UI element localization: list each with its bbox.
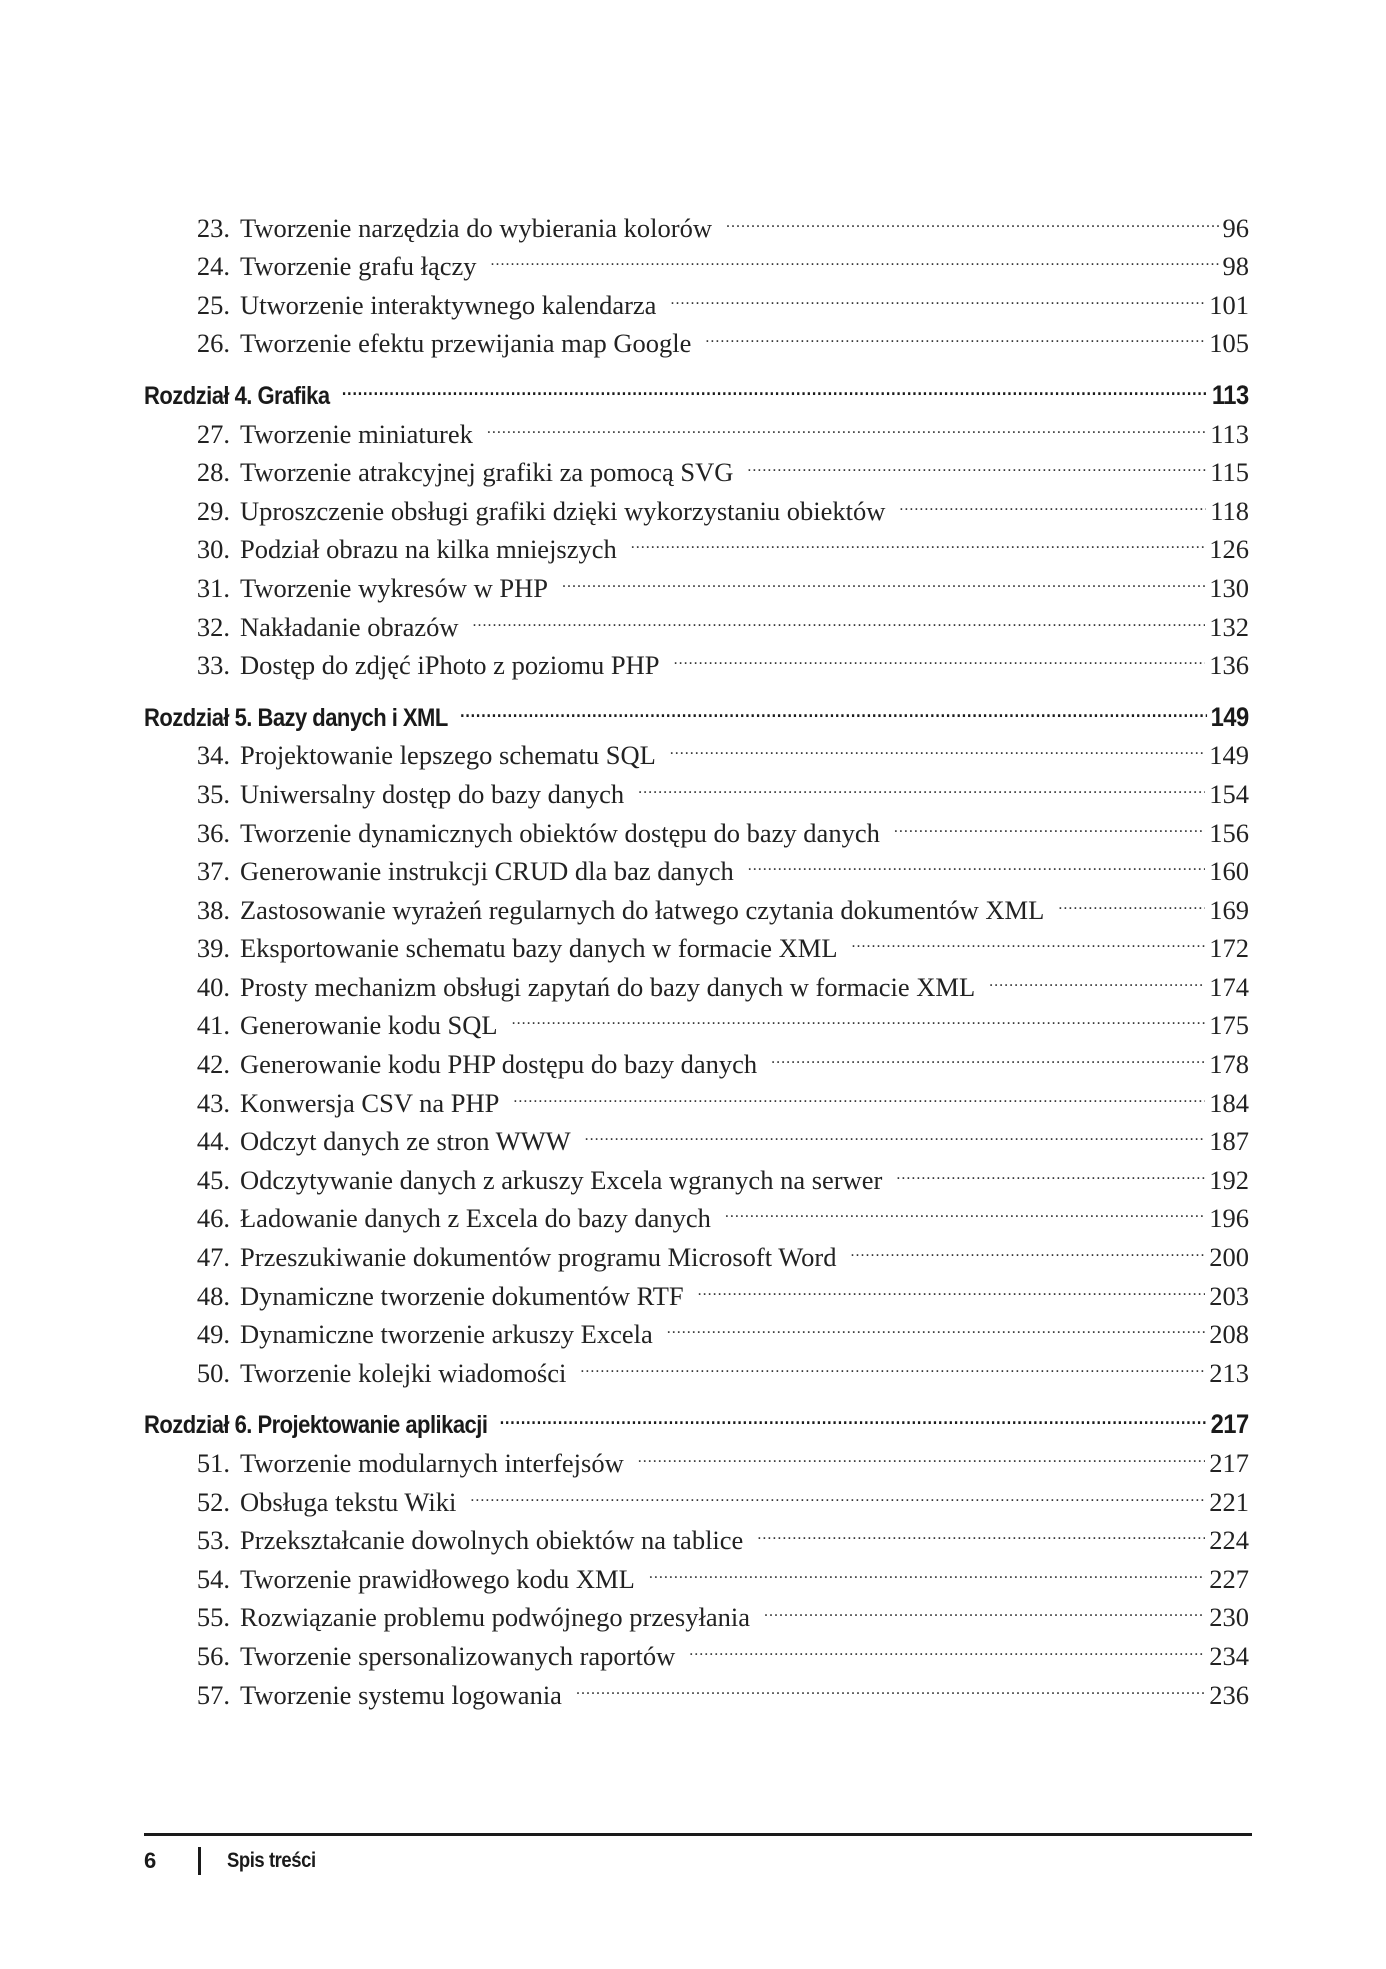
entry-number: 38. — [196, 894, 230, 925]
entry-title: Tworzenie grafu łączy — [240, 251, 477, 282]
entry-number: 33. — [196, 650, 230, 681]
entry-page-number: 217 — [1209, 1448, 1249, 1478]
footer-section-label: Spis treści — [227, 1849, 316, 1872]
entry-page-number: 98 — [1222, 251, 1249, 282]
entry-page-number: 126 — [1209, 534, 1249, 565]
entry-number: 51. — [196, 1448, 230, 1478]
entry-title: Tworzenie modularnych interfejsów — [240, 1448, 624, 1478]
entry-title: Tworzenie atrakcyjnej grafiki za pomocą SVG — [240, 457, 734, 488]
entry-title: Zastosowanie wyrażeń regularnych do łatwego czytania dokumentów XML — [240, 894, 1045, 925]
entry-number: 45. — [196, 1164, 230, 1195]
entry-number: 30. — [196, 534, 230, 565]
dot-leader — [726, 198, 1219, 237]
entry-page-number: 149 — [1209, 740, 1249, 771]
chapter-title: Rozdział 4. Grafika — [144, 381, 330, 410]
entry-number: 53. — [196, 1525, 230, 1556]
chapter-page-number: 113 — [1211, 379, 1249, 410]
toc-entry[interactable] — [144, 198, 1249, 243]
entry-page-number: 118 — [1210, 495, 1249, 526]
footer-rule — [144, 1833, 1252, 1836]
entry-page-number: 172 — [1209, 933, 1249, 964]
entry-page-number: 234 — [1209, 1640, 1249, 1671]
entry-title: Generowanie kodu SQL — [240, 1010, 498, 1041]
entry-page-number: 224 — [1209, 1525, 1249, 1556]
entry-number: 52. — [196, 1486, 230, 1517]
chapter-page-number: 149 — [1210, 701, 1249, 732]
dot-leader — [670, 275, 1205, 314]
toc-chapter-heading[interactable] — [144, 365, 1249, 410]
entry-number: 27. — [196, 418, 230, 449]
entry-page-number: 156 — [1209, 817, 1249, 848]
dot-leader — [757, 1511, 1205, 1550]
entry-title: Nakładanie obrazów — [240, 611, 459, 642]
page-footer — [144, 1846, 328, 1876]
entry-title: Tworzenie wykresów w PHP — [240, 572, 548, 603]
entry-page-number: 96 — [1222, 212, 1249, 243]
entry-page-number: 160 — [1209, 856, 1249, 887]
dot-leader — [896, 1150, 1205, 1189]
entry-number: 56. — [196, 1640, 230, 1671]
entry-number: 49. — [196, 1319, 230, 1350]
dot-leader — [670, 726, 1205, 765]
entry-title: Generowanie kodu PHP dostępu do bazy danych — [240, 1049, 758, 1080]
entry-number: 36. — [196, 817, 230, 848]
entry-number: 24. — [196, 251, 230, 282]
dot-leader — [748, 842, 1205, 881]
entry-title: Przekształcanie dowolnych obiektów na tablice — [240, 1525, 744, 1556]
entry-title: Dostęp do zdjęć iPhoto z poziomu PHP — [240, 650, 660, 681]
toc-chapter-heading[interactable] — [144, 1395, 1249, 1440]
entry-title: Ładowanie danych z Excela do bazy danych — [240, 1203, 711, 1234]
entry-number: 55. — [196, 1602, 230, 1633]
dot-leader — [470, 1472, 1205, 1511]
dot-leader — [580, 1343, 1205, 1382]
dot-leader — [491, 237, 1219, 276]
entry-page-number: 213 — [1209, 1357, 1249, 1388]
entry-page-number: 132 — [1209, 611, 1249, 642]
entry-number: 50. — [196, 1357, 230, 1388]
entry-title: Projektowanie lepszego schematu SQL — [240, 740, 656, 771]
entry-number: 31. — [196, 572, 230, 603]
entry-number: 40. — [196, 971, 230, 1002]
entry-title: Generowanie instrukcji CRUD dla baz danych — [240, 856, 734, 887]
entry-number: 39. — [196, 933, 230, 964]
entry-number: 54. — [196, 1563, 230, 1594]
dot-leader — [513, 1073, 1205, 1112]
entry-page-number: 184 — [1209, 1087, 1249, 1118]
entry-title: Prosty mechanizm obsługi zapytań do bazy danych w formacie XML — [240, 971, 976, 1002]
chapter-title: Rozdział 5. Bazy danych i XML — [144, 703, 448, 732]
entry-number: 25. — [196, 289, 230, 320]
dot-leader — [576, 1665, 1205, 1704]
entry-page-number: 227 — [1209, 1563, 1249, 1594]
entry-page-number: 196 — [1209, 1203, 1249, 1234]
dot-leader — [638, 764, 1205, 803]
entry-title: Dynamiczne tworzenie dokumentów RTF — [240, 1280, 684, 1311]
entry-title: Uproszczenie obsługi grafiki dzięki wykorzystaniu obiektów — [240, 495, 886, 526]
entry-title: Tworzenie narzędzia do wybierania kolorów — [240, 212, 712, 243]
dot-leader — [764, 1588, 1205, 1627]
entry-page-number: 169 — [1209, 894, 1249, 925]
entry-title: Tworzenie dynamicznych obiektów dostępu do bazy danych — [240, 817, 880, 848]
entry-number: 26. — [196, 328, 230, 359]
entry-number: 35. — [196, 778, 230, 809]
chapter-page-number: 217 — [1210, 1409, 1249, 1440]
entry-page-number: 236 — [1209, 1679, 1249, 1710]
entry-page-number: 230 — [1209, 1602, 1249, 1633]
entry-number: 57. — [196, 1679, 230, 1710]
entry-page-number: 178 — [1209, 1049, 1249, 1080]
dot-leader — [689, 1626, 1205, 1665]
chapter-title: Rozdział 6. Projektowanie aplikacji — [144, 1411, 488, 1440]
dot-leader — [649, 1549, 1205, 1588]
entry-title: Uniwersalny dostęp do bazy danych — [240, 778, 625, 809]
entry-number: 28. — [196, 457, 230, 488]
entry-number: 46. — [196, 1203, 230, 1234]
entry-page-number: 175 — [1209, 1010, 1249, 1041]
dot-leader — [1058, 880, 1205, 919]
entry-number: 43. — [196, 1087, 230, 1118]
entry-page-number: 101 — [1209, 289, 1249, 320]
entry-page-number: 221 — [1209, 1486, 1249, 1517]
dot-leader — [705, 314, 1205, 353]
entry-title: Tworzenie systemu logowania — [240, 1679, 562, 1710]
dot-leader — [342, 365, 1208, 404]
entry-title: Eksportowanie schematu bazy danych w formacie XML — [240, 933, 838, 964]
dot-leader — [500, 1395, 1207, 1434]
entry-page-number: 130 — [1209, 572, 1249, 603]
dot-leader — [667, 1305, 1205, 1344]
dot-leader — [460, 687, 1207, 726]
entry-number: 23. — [196, 212, 230, 243]
entry-number: 37. — [196, 856, 230, 887]
dot-leader — [850, 1227, 1205, 1266]
entry-page-number: 105 — [1209, 328, 1249, 359]
entry-title: Odczyt danych ze stron WWW — [240, 1126, 571, 1157]
entry-page-number: 136 — [1209, 650, 1249, 681]
entry-title: Tworzenie spersonalizowanych raportów — [240, 1640, 676, 1671]
footer-separator — [198, 1847, 201, 1875]
entry-number: 48. — [196, 1280, 230, 1311]
dot-leader — [894, 803, 1205, 842]
toc-chapter-heading[interactable] — [144, 687, 1249, 732]
dot-leader — [487, 404, 1206, 443]
entry-number: 44. — [196, 1126, 230, 1157]
dot-leader — [989, 957, 1205, 996]
entry-page-number: 154 — [1209, 778, 1249, 809]
entry-number: 34. — [196, 740, 230, 771]
entry-title: Rozwiązanie problemu podwójnego przesyłania — [240, 1602, 750, 1633]
entry-page-number: 203 — [1209, 1280, 1249, 1311]
dot-leader — [771, 1034, 1205, 1073]
entry-page-number: 187 — [1209, 1126, 1249, 1157]
dot-leader — [747, 443, 1206, 482]
dot-leader — [899, 481, 1206, 520]
entry-page-number: 208 — [1209, 1319, 1249, 1350]
entry-title: Podział obrazu na kilka mniejszych — [240, 534, 617, 565]
entry-page-number: 113 — [1210, 418, 1249, 449]
dot-leader — [585, 1112, 1206, 1151]
dot-leader — [638, 1433, 1206, 1472]
dot-leader — [631, 520, 1205, 559]
entry-page-number: 192 — [1209, 1164, 1249, 1195]
entry-title: Tworzenie miniaturek — [240, 418, 473, 449]
entry-page-number: 174 — [1209, 971, 1249, 1002]
footer-page-number: 6 — [144, 1848, 157, 1873]
entry-number: 32. — [196, 611, 230, 642]
dot-leader — [473, 597, 1206, 636]
dot-leader — [512, 996, 1206, 1035]
table-of-contents — [144, 198, 1249, 1710]
dot-leader — [852, 919, 1206, 958]
entry-title: Dynamiczne tworzenie arkuszy Excela — [240, 1319, 653, 1350]
entry-number: 29. — [196, 495, 230, 526]
entry-page-number: 115 — [1210, 457, 1249, 488]
entry-title: Tworzenie efektu przewijania map Google — [240, 328, 692, 359]
dot-leader — [674, 636, 1206, 675]
entry-title: Utworzenie interaktywnego kalendarza — [240, 289, 657, 320]
dot-leader — [725, 1189, 1205, 1228]
entry-page-number: 200 — [1209, 1242, 1249, 1273]
entry-title: Obsługa tekstu Wiki — [240, 1486, 457, 1517]
entry-title: Odczytywanie danych z arkuszy Excela wgranych na serwer — [240, 1164, 883, 1195]
dot-leader — [562, 558, 1205, 597]
entry-number: 41. — [196, 1010, 230, 1041]
entry-title: Tworzenie kolejki wiadomości — [240, 1357, 567, 1388]
dot-leader — [698, 1266, 1206, 1305]
entry-title: Konwersja CSV na PHP — [240, 1087, 500, 1118]
entry-title: Przeszukiwanie dokumentów programu Microsoft Word — [240, 1242, 837, 1273]
entry-number: 47. — [196, 1242, 230, 1273]
entry-title: Tworzenie prawidłowego kodu XML — [240, 1563, 635, 1594]
entry-number: 42. — [196, 1049, 230, 1080]
